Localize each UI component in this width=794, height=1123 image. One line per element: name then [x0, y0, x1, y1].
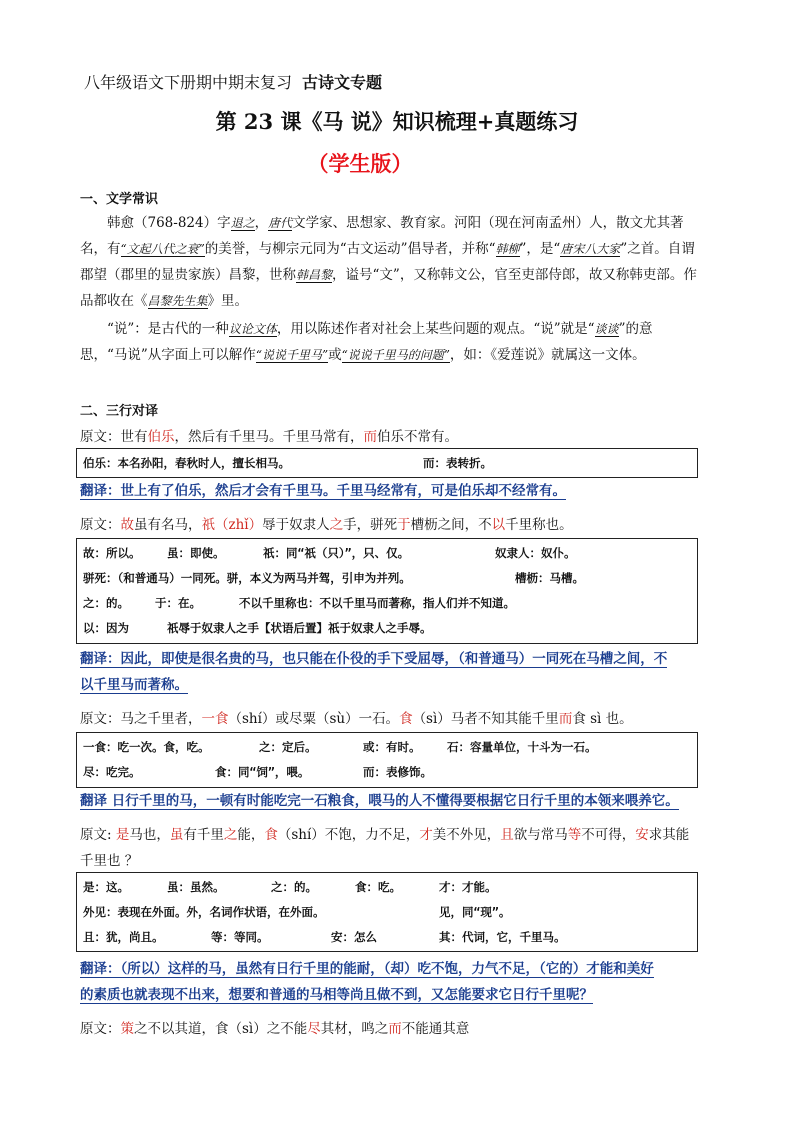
- original-text-4: 原文: 是马也，虽有千里之能，食（shí）不饱，力不足，才美不外见，且欲与常马等不可得，安求其能千里也 ？: [80, 827, 690, 869]
- translation-3: 翻译 日行千里的马，一顿有时能吃完一石粮食，喂马的人不懂得要根据它日行千里的本领来喂养它。: [80, 793, 679, 809]
- underline-blank: 唐代: [268, 216, 293, 230]
- underline-blank: 昌黎先生集: [147, 294, 208, 308]
- underline-blank: “说说千里马的问题”: [341, 348, 450, 362]
- notes-box-1: 伯乐：本名孙阳，春秋时人，擅长相马。 而：表转折。: [76, 448, 698, 478]
- underline-blank: “文起八代之衰”: [120, 242, 205, 256]
- translation-1: 翻译：世上有了伯乐，然后才会有千里马。千里马经常有，可是伯乐却不经常有。: [80, 483, 566, 499]
- edition-label: （学生版）: [307, 151, 413, 176]
- translation-4: 翻译：（所以）这样的马，虽然有日行千里的能耐，（却）吃不饱，力气不足，（它的）才能和美好 的素质也就表现不出来，想要和普通的马相等尚且做不到，又怎能要求它日行千里呢？: [80, 961, 654, 1003]
- original-text-2: 原文：故虽有名马，祇（zhǐ）辱于奴隶人之手，骈死于槽枥之间，不以千里称也。: [80, 517, 573, 533]
- original-text-3: 原文：马之千里者，一食（shí）或尽粟（sù）一石。食（sì）马者不知其能千里而食 sì 也。: [80, 711, 633, 727]
- underline-blank: 议论文体: [228, 322, 277, 336]
- underline-blank: 唐宋八大家: [560, 242, 621, 256]
- underline-blank: 谈谈: [594, 322, 619, 336]
- notes-box-3: 一食：吃一次。食，吃。 之：定后。 或：有时。 石：容量单位，十斗为一石。 尽：吃完。 食：同“饲”，喂。 而：表修饰。: [76, 732, 698, 788]
- genre-paragraph: “说”：是古代的一种议论文体，用以陈述作者对社会上某些问题的观点。“说”就是“谈谈”的意思，“马说”从字面上可以解作“说说千里马”或“说说千里马的问题”，如：《爱莲说》就属这一文体。: [80, 321, 653, 363]
- notes-box-2: 故：所以。 虽：即使。 祇：同“祇（只）”，只、仅。 奴隶人：奴仆。 骈死：（和普通马）一同死。骈，本义为两马并驾，引申为并列。 槽枥：马槽。 之：的。 于：在。 不以千里称也：不以千里马而著称，指人们并不知道。 以：因为 祇辱于奴隶人之手【状语后置】祇于奴隶人之手辱。: [76, 538, 698, 644]
- notes-box-4: 是：这。 虽：虽然。 之：的。 食：吃。 才：才能。 外见：表现在外面。外，名词作状语，在外面。 见，同“现”。 且：犹，尚且。 等：等同。 安：怎么 其：代词，它，千里马。: [76, 872, 698, 952]
- original-text-5: 原文：策之不以其道，食（sì）之不能尽其材，鸣之而不能通其意: [80, 1021, 470, 1037]
- author-paragraph: 韩愈（768-824）字退之，唐代文学家、思想家、教育家。河阳（现在河南孟州）人，散文尤其著名，有“文起八代之衰”的美誉，与柳宗元同为“古文运动”倡导者，并称“韩柳”，是“唐宋八大家”之首。自谓郡望（郡里的显贵家族）昌黎，世称韩昌黎，谥号“文”，又称韩文公，官至吏部侍郎，故又称韩吏部。作品都收在《昌黎先生集》里。: [80, 215, 697, 309]
- topic-label: 古诗文专题: [302, 73, 383, 92]
- page-title: 第 23 课《马 说》知识梳理+真题练习: [215, 109, 579, 134]
- section1-heading: 一、文学常识: [80, 192, 159, 207]
- underline-blank: 退之: [230, 216, 255, 230]
- original-text-1: 原文：世有伯乐，然后有千里马。千里马常有，而伯乐不常有。: [80, 429, 458, 445]
- series-label: 八年级语文下册期中期末复习: [84, 73, 293, 92]
- series-header: [84, 70, 382, 93]
- underline-blank: “说说千里马”: [255, 348, 329, 362]
- section2-heading: 二、三行对译: [80, 404, 159, 419]
- underline-blank: 韩昌黎: [296, 268, 333, 282]
- translation-2: 翻译：因此，即使是很名贵的马，也只能在仆役的手下受屈辱，（和普通马）一同死在马槽之间，不 以千里马而著称。: [80, 651, 668, 693]
- underline-blank: 韩柳: [495, 242, 520, 256]
